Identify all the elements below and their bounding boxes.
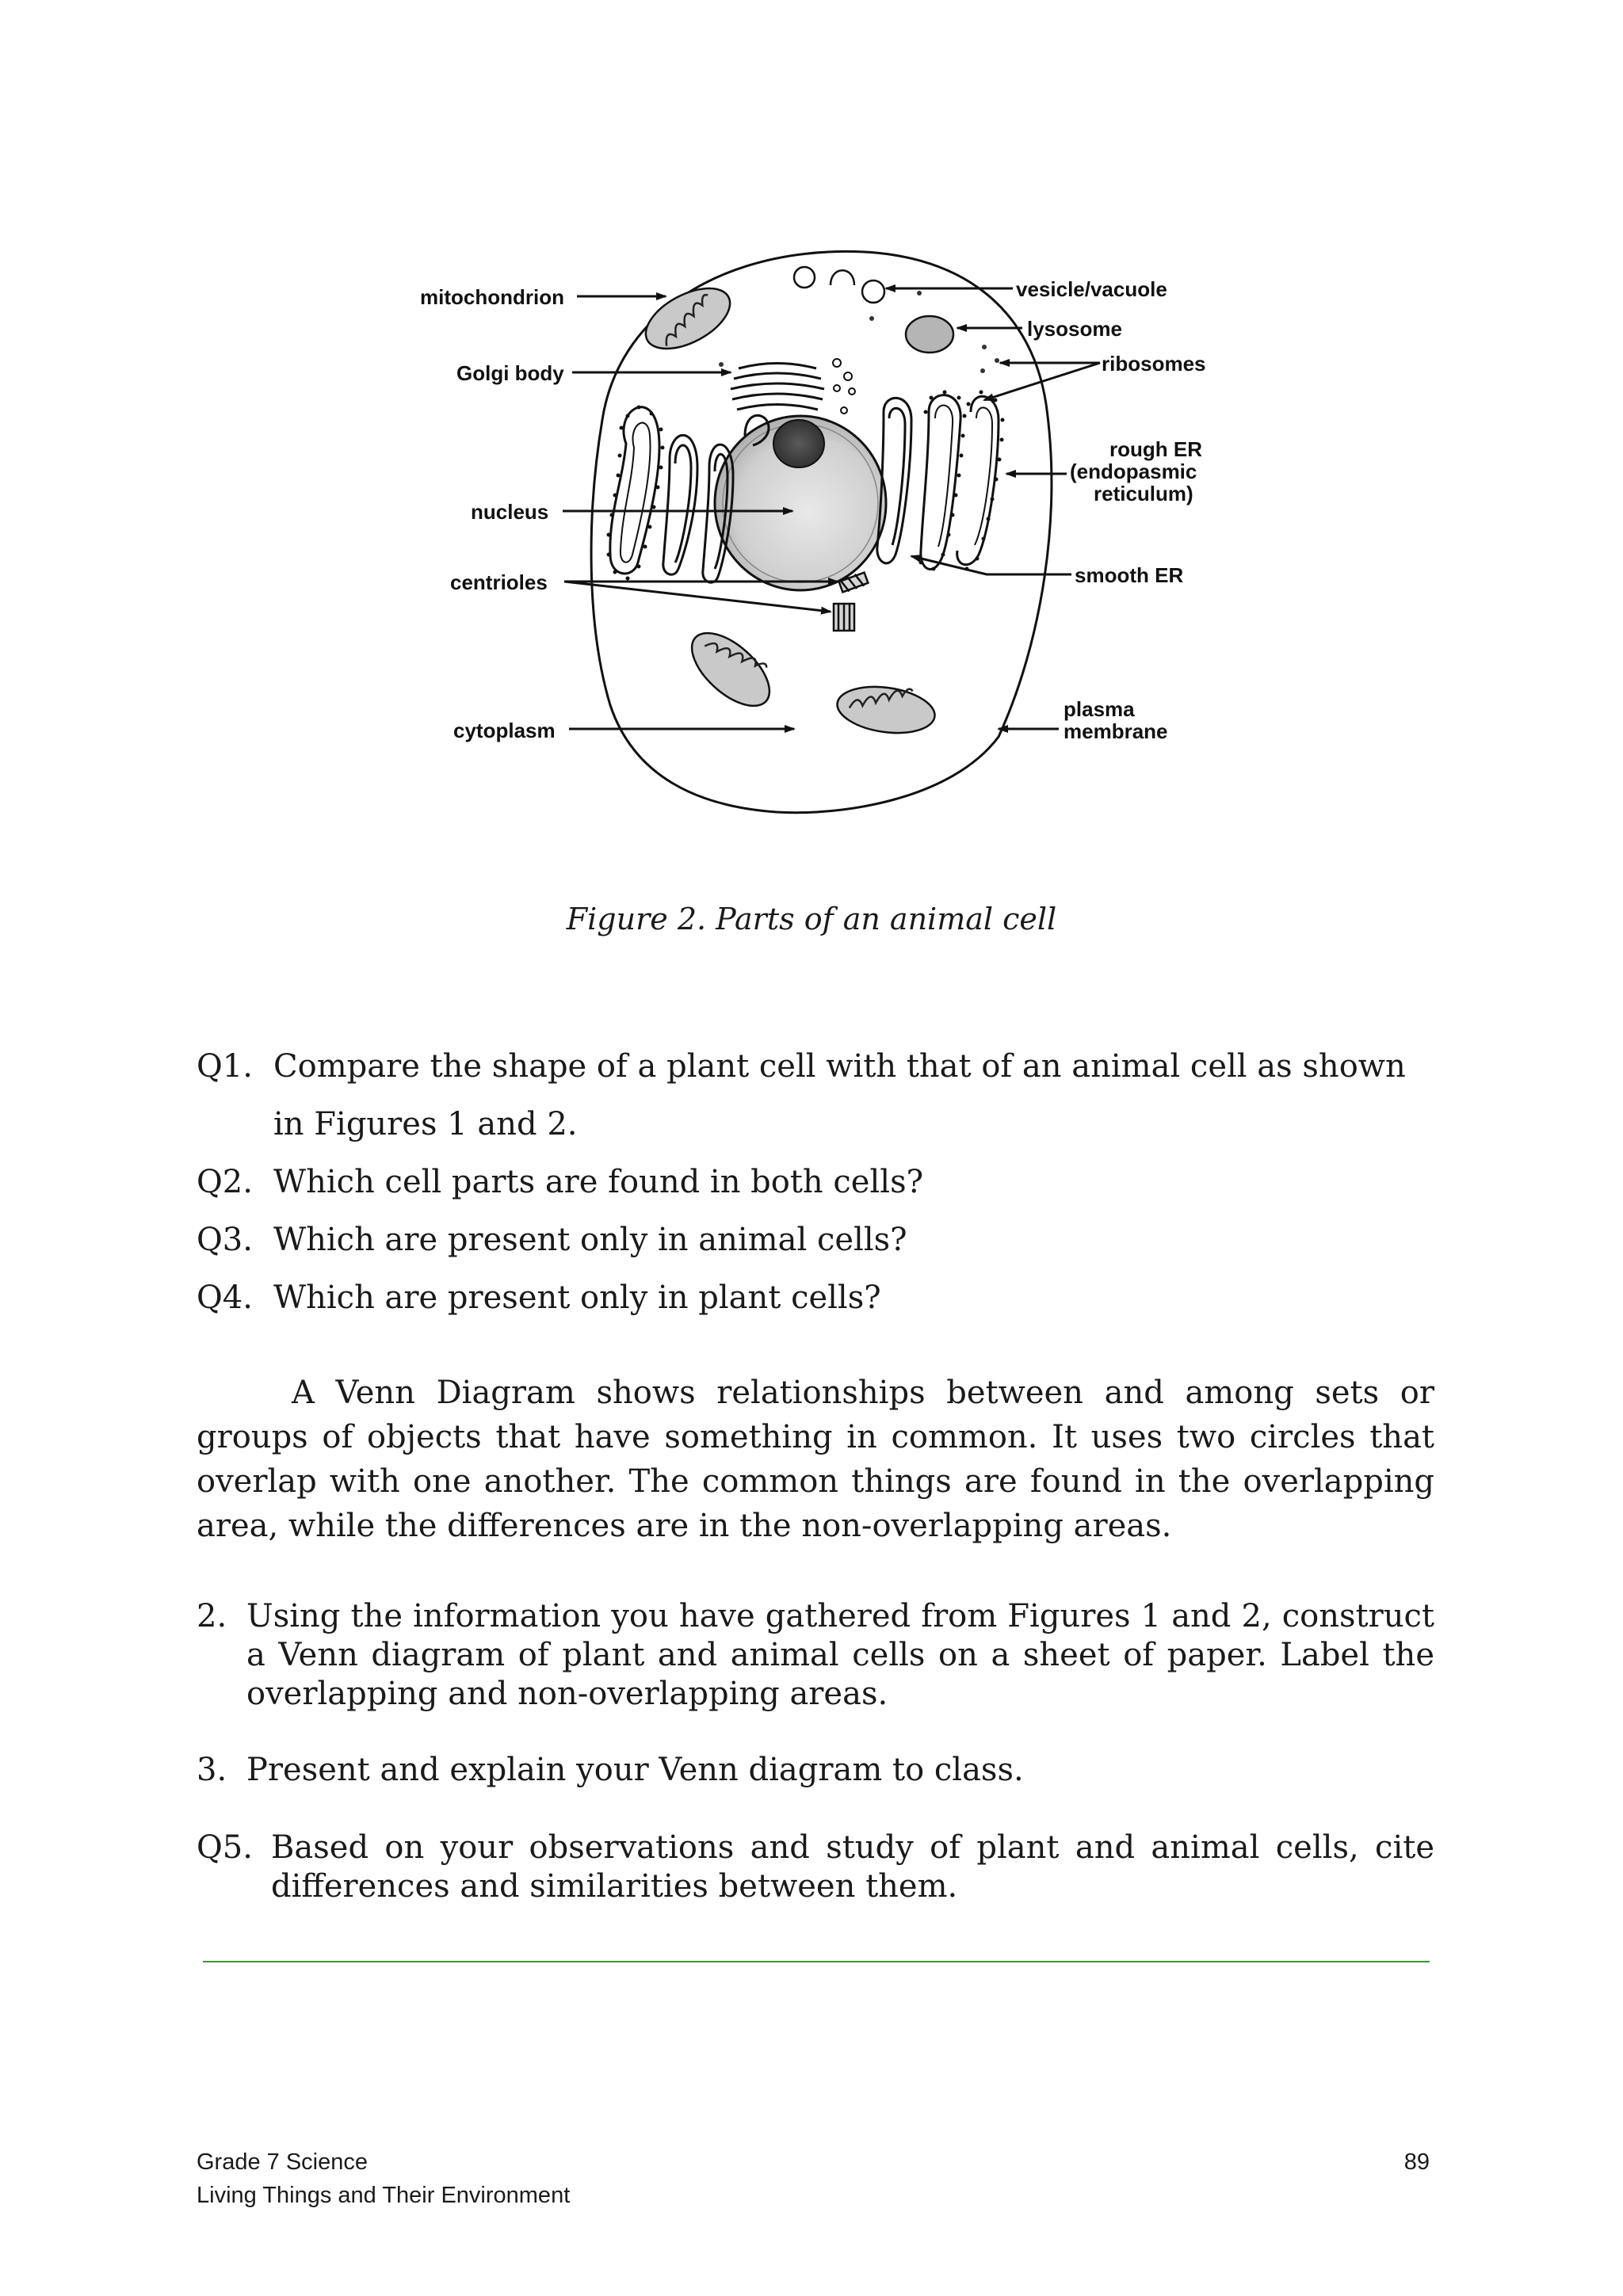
- page-number: 89: [1403, 2149, 1430, 2175]
- question-number: Q2.: [197, 1164, 253, 1200]
- section-divider: [203, 1961, 1430, 1962]
- label-lysosome: lysosome: [1027, 317, 1122, 341]
- animal-cell-diagram: [396, 230, 1252, 840]
- animal-cell-figure: [396, 230, 1252, 840]
- question-number: Q4.: [197, 1280, 253, 1316]
- label-rough-er: rough ER: [1109, 437, 1202, 461]
- question-q5: [197, 1829, 1434, 1906]
- label-mitochondrion: mitochondrion: [420, 285, 564, 309]
- question-text: Which are present only in animal cells?: [273, 1222, 907, 1258]
- question-q4: [197, 1269, 1433, 1327]
- label-centrioles: centrioles: [450, 570, 548, 594]
- label-membrane: membrane: [1064, 719, 1168, 743]
- venn-diagram-paragraph: A Venn Diagram shows relationships between and among sets or groups of objects that have something in common. It uses two circles that overlap with one another. The common things are found in the overlapping area, while the differences are in the non-overlapping areas.: [197, 1375, 1434, 1544]
- nucleolus: [773, 420, 824, 467]
- label-plasma: plasma: [1064, 697, 1135, 721]
- question-text: Which are present only in plant cells?: [273, 1280, 881, 1316]
- label-rough-er-2: (endopasmic: [1070, 460, 1197, 483]
- question-text: Compare the shape of a plant cell with that of an animal cell as shown: [273, 1048, 1406, 1085]
- label-smooth-er: smooth ER: [1075, 563, 1184, 587]
- step-2: [197, 1597, 1434, 1714]
- step-text: Present and explain your Venn diagram to class.: [246, 1752, 1024, 1788]
- step-number: 3.: [197, 1752, 227, 1788]
- label-rough-er-3: reticulum): [1094, 482, 1193, 505]
- label-nucleus: nucleus: [471, 500, 549, 524]
- label-ribosomes: ribosomes: [1102, 352, 1206, 376]
- question-number: Q3.: [197, 1222, 253, 1258]
- question-q3: [197, 1211, 1433, 1269]
- step-3: [197, 1751, 1434, 1790]
- question-number: Q1.: [197, 1048, 253, 1085]
- figure-caption: Figure 2. Parts of an animal cell: [566, 902, 1057, 936]
- footer-grade: Grade 7 Science: [197, 2149, 369, 2175]
- footer-course-info: [197, 2145, 570, 2212]
- footer-unit: Living Things and Their Environment: [197, 2183, 571, 2208]
- question-number: Q5.: [197, 1829, 253, 1866]
- label-vesicle-vacuole: vesicle/vacuole: [1016, 277, 1167, 301]
- question-text: Based on your observations and study of plant and animal cells, cite differences and similarities between them.: [271, 1829, 1434, 1905]
- question-text: Which cell parts are found in both cells?: [273, 1164, 924, 1200]
- label-cytoplasm: cytoplasm: [453, 719, 556, 742]
- question-q1: [197, 1038, 1433, 1096]
- step-text: Using the information you have gathered from Figures 1 and 2, construct a Venn diagram of plant and animal cells on a sheet of paper. Label the overlapping and non-overlapping areas.: [246, 1598, 1434, 1712]
- question-list: [197, 1038, 1433, 1327]
- label-golgi-body: Golgi body: [456, 361, 564, 385]
- question-q2: [197, 1154, 1433, 1211]
- question-text-continued: in Figures 1 and 2.: [273, 1106, 578, 1142]
- step-number: 2.: [197, 1598, 227, 1634]
